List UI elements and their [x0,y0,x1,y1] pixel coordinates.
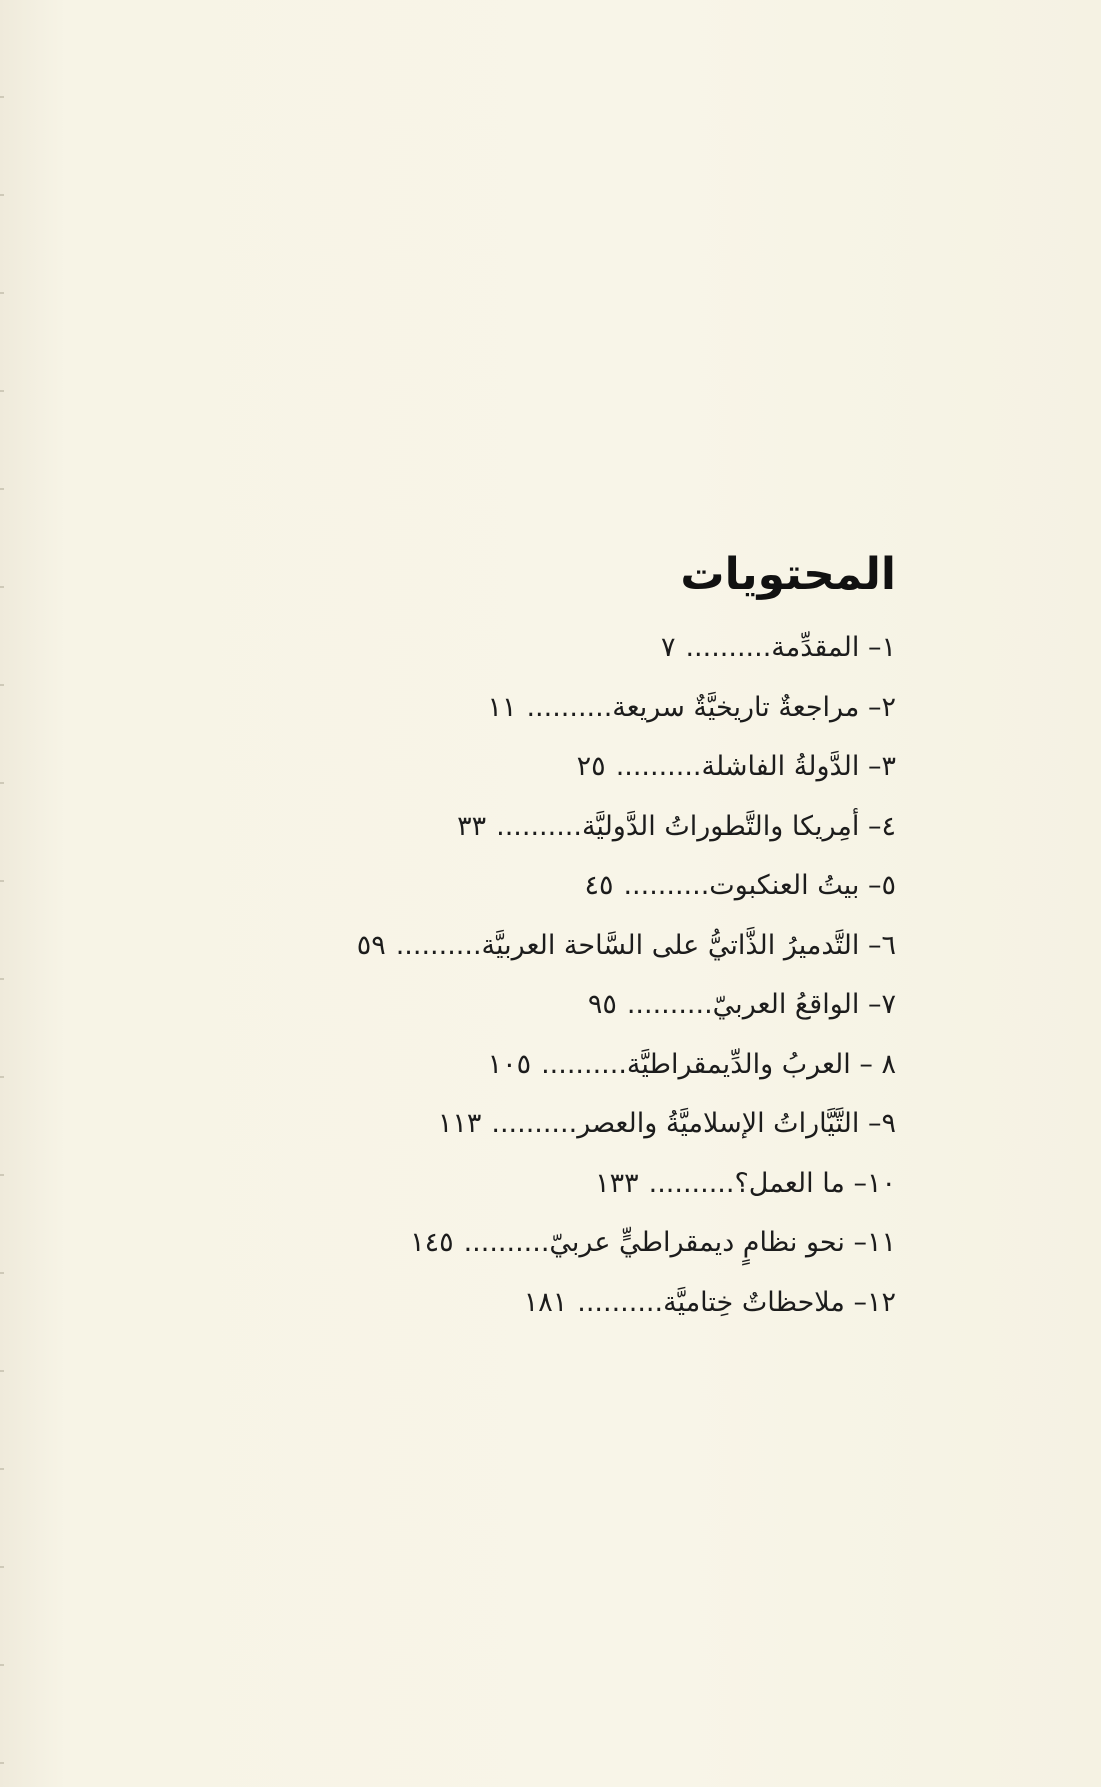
entry-number: ١– [867,632,896,663]
page-title: المحتويات [680,549,896,600]
entry-number: ٤– [867,810,896,842]
entry-page-number: ٥٩ [356,929,386,961]
leader-dots: .......... [526,691,613,723]
leader-dots: .......... [496,810,582,842]
entry-title: الدَّولةُ الفاشلة [701,751,860,782]
entry-title: أمِريكا والتَّطوراتُ الدَّوليَّة [581,810,860,842]
entry-number: ١١– [853,1227,896,1258]
entry-number: ٩– [867,1108,896,1139]
entry-page-number: ١١ [487,691,517,723]
toc-entry [276,1213,896,1273]
toc-entry [276,1154,896,1214]
leader-dots: .......... [685,632,772,663]
entry-page-number: ١٠٥ [487,1048,532,1080]
entry-number: ٦– [867,929,896,961]
entry-page-number: ١٤٥ [410,1227,454,1258]
toc-entry [276,975,896,1035]
leader-dots: .......... [463,1227,550,1258]
entry-page-number: ١١٣ [437,1108,482,1139]
entry-title: التَّدميرُ الذَّاتيُّ على السَّاحة العربيَّة [481,929,860,961]
entry-title: بيتُ العنكبوت [709,870,860,901]
entry-title: المقدِّمة [771,632,860,663]
toc-entry [276,678,896,738]
leader-dots: .......... [577,1286,664,1318]
entry-page-number: ٣٣ [457,810,487,842]
entry-number: ٨ – [859,1048,896,1080]
leader-dots: .......... [648,1167,735,1199]
table-of-contents [276,540,896,1332]
entry-number: ٣– [867,751,896,782]
toc-entry [276,856,896,916]
toc-entry [276,737,896,797]
entry-number: ٥– [867,870,896,901]
entry-title: ما العمل؟ [734,1167,845,1199]
leader-dots: .......... [626,989,713,1020]
entry-number: ٢– [867,691,896,723]
entry-number: ١٢– [853,1286,896,1318]
entry-title: نحو نظامٍ ديمقراطيٍّ عربيّ [549,1227,845,1258]
entry-number: ٧– [867,989,896,1020]
leader-dots: .......... [615,751,702,782]
toc-entry [276,1273,896,1333]
toc-list [276,618,896,1332]
entry-page-number: ٩٥ [587,989,617,1020]
entry-page-number: ٤٥ [584,870,614,901]
leader-dots: .......... [395,929,482,961]
entry-page-number: ١٨١ [523,1286,568,1318]
page-edge [0,0,4,1787]
toc-entry [276,797,896,857]
leader-dots: .......... [623,870,710,901]
entry-page-number: ٧ [660,632,676,663]
entry-title: الواقعُ العربيّ [712,989,860,1020]
entry-page-number: ٢٥ [576,751,606,782]
toc-entry [276,1035,896,1095]
entry-title: مراجعةٌ تاريخيَّةٌ سريعة [612,691,860,723]
leader-dots: .......... [541,1048,627,1080]
entry-page-number: ١٣٣ [595,1167,639,1199]
entry-title: ملاحظاتٌ خِتاميَّة [663,1286,845,1318]
leader-dots: .......... [491,1108,578,1139]
toc-entry [276,916,896,976]
toc-entry [276,1094,896,1154]
entry-title: التَّيَّاراتُ الإسلاميَّةُ والعصر [577,1108,860,1139]
entry-title: العربُ والدِّيمقراطيَّة [626,1048,851,1080]
entry-number: ١٠– [853,1167,896,1199]
toc-entry [276,618,896,678]
